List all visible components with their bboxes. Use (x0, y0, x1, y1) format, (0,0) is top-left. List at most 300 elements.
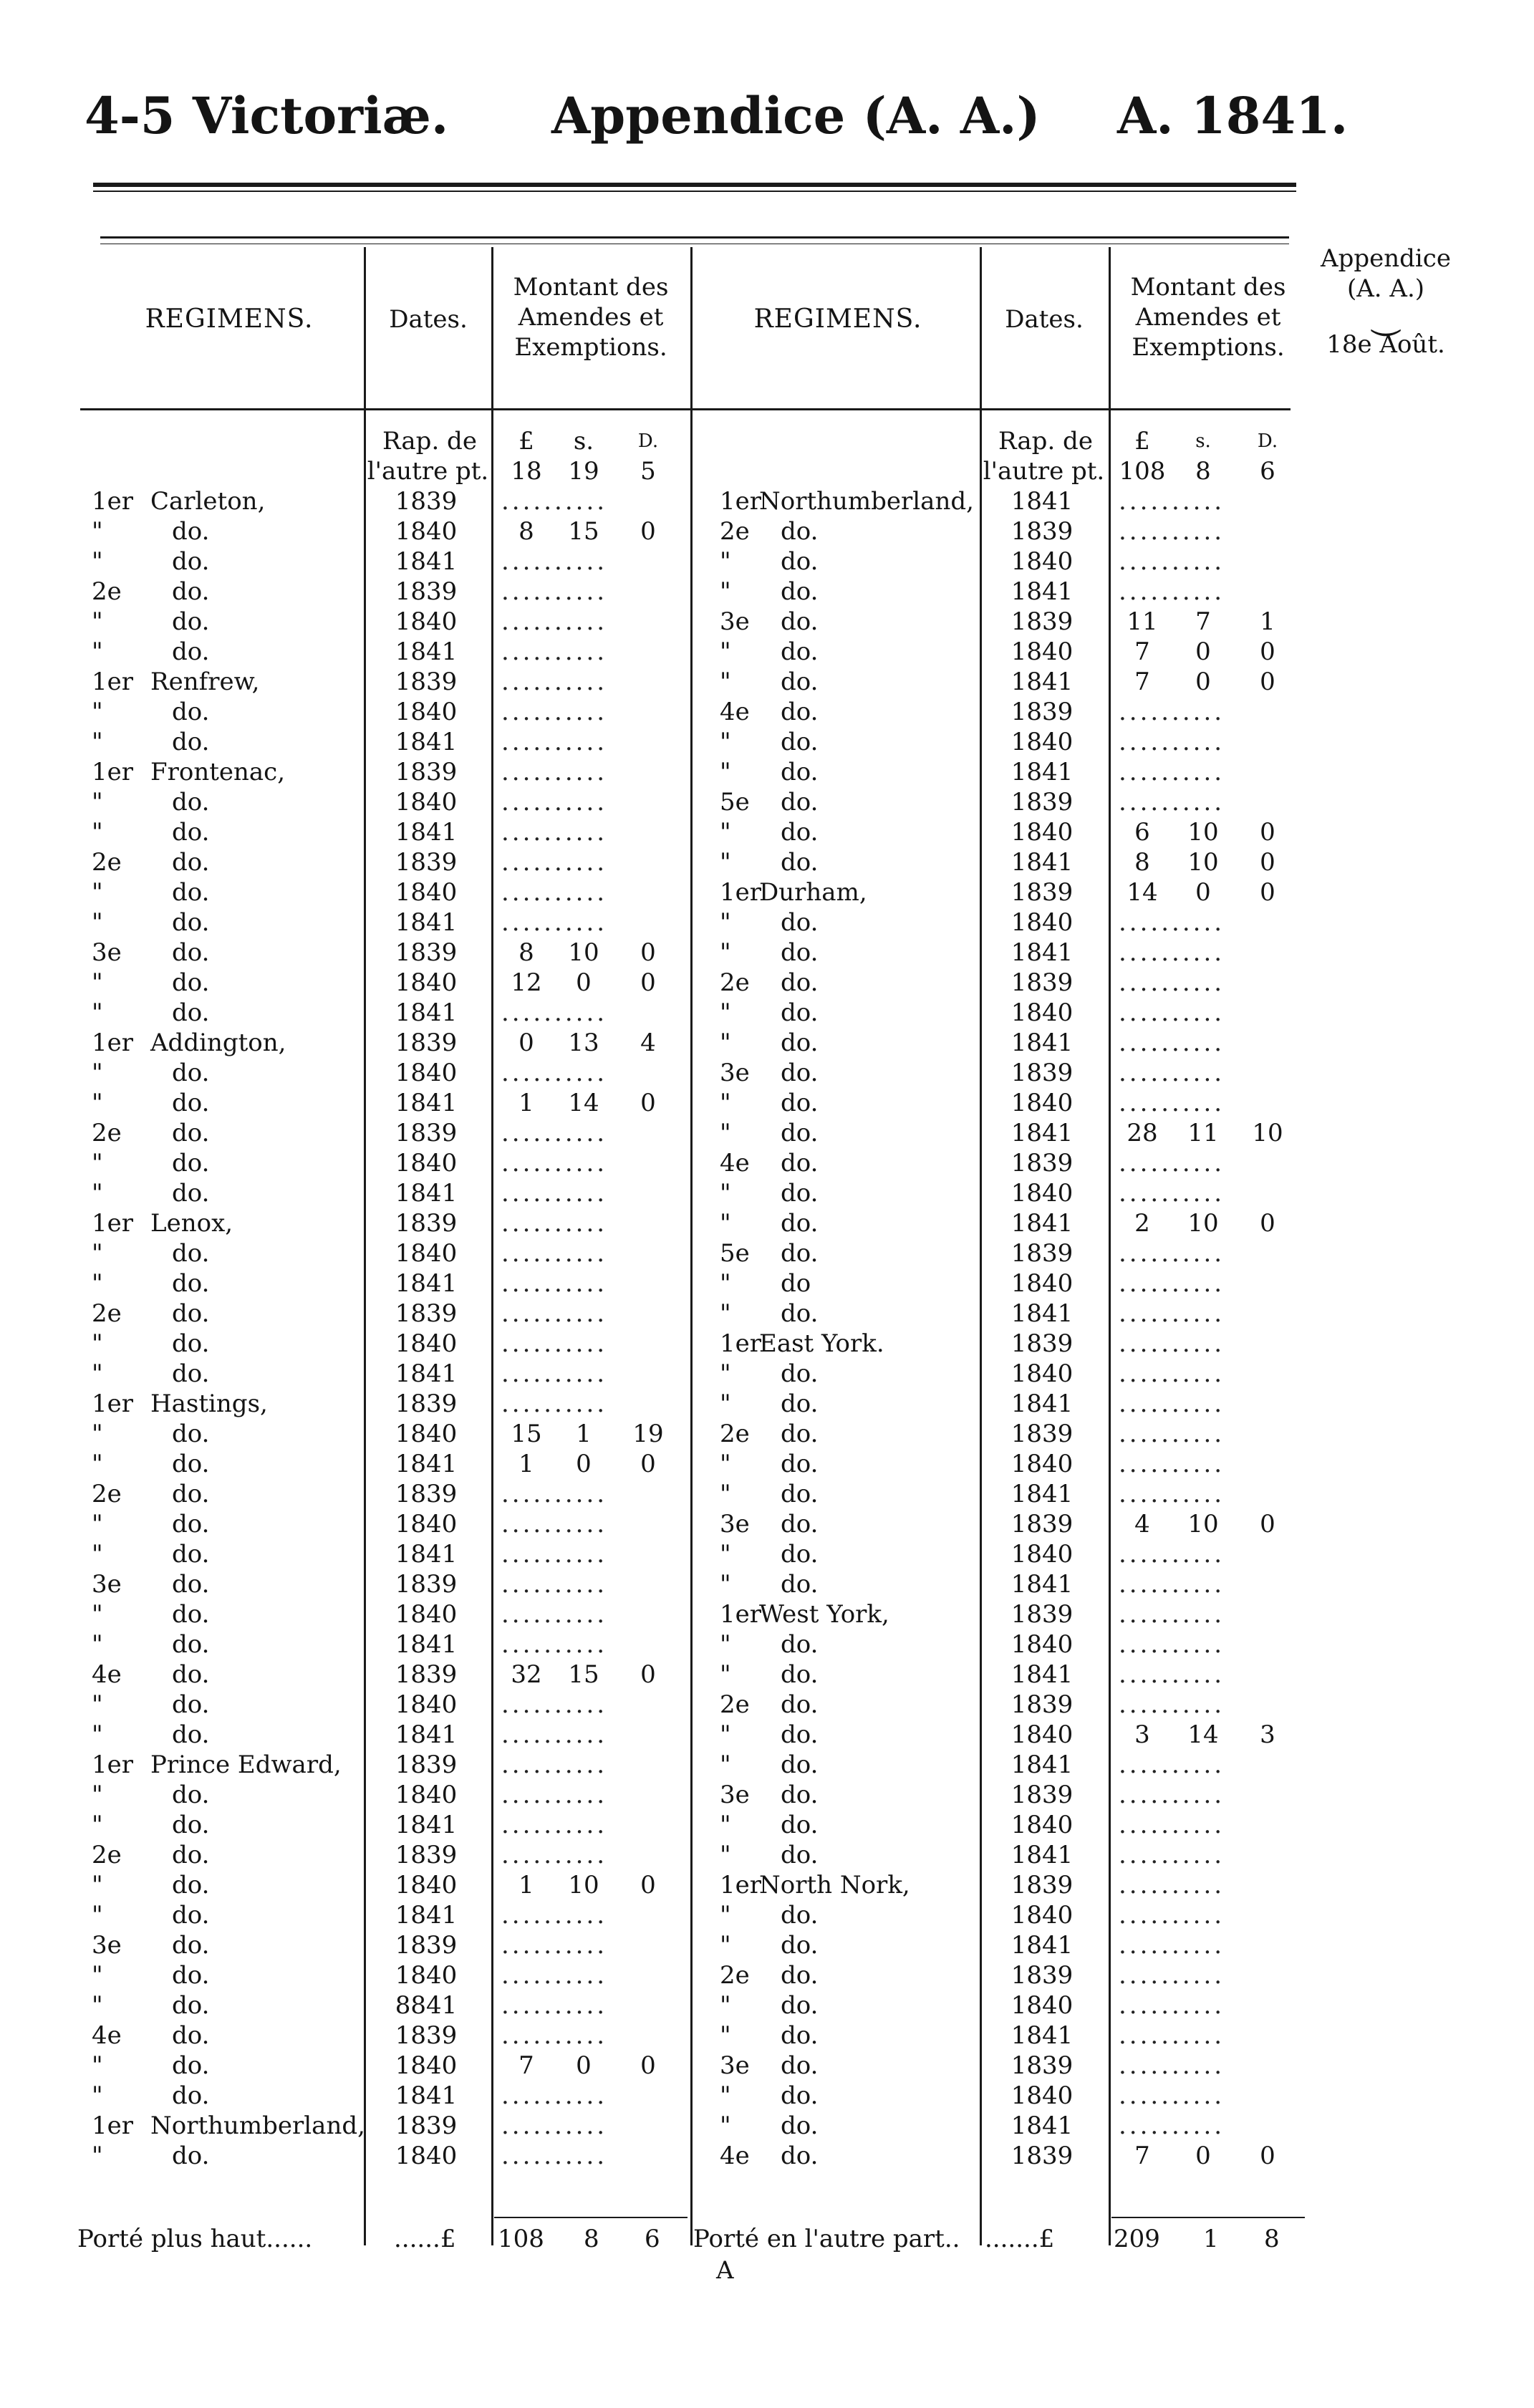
regiment-name: do. (172, 1359, 210, 1388)
rank-prefix: " (720, 2081, 731, 2110)
empty-amount-leader: .......... (501, 1630, 608, 1659)
empty-amount-leader: .......... (1119, 1390, 1225, 1418)
empty-amount-leader: .......... (1119, 1059, 1225, 1087)
rank-prefix: 2e (92, 848, 122, 877)
year-cell: 1841 (395, 998, 458, 1027)
table-row (0, 1088, 1534, 1118)
table-row (0, 1629, 1534, 1660)
carried-pound: 108 (1119, 457, 1166, 486)
regiment-name: do. (781, 1570, 819, 1599)
empty-amount-leader: .......... (501, 998, 608, 1027)
empty-amount-leader: .......... (501, 1510, 608, 1538)
year-cell: 1840 (1010, 908, 1074, 937)
empty-amount-leader: .......... (501, 908, 608, 937)
regiment-name: do. (172, 1149, 210, 1177)
empty-amount-leader: .......... (1119, 2051, 1225, 2080)
rank-prefix: " (720, 1089, 731, 1117)
year-cell: 1841 (1010, 1119, 1074, 1147)
regiment-name: do. (172, 577, 210, 606)
table-row (0, 1268, 1534, 1299)
right-total-rule (1111, 2217, 1305, 2218)
page-header (0, 86, 1534, 165)
pence-cell: 1 (1260, 607, 1275, 636)
year-cell: 1840 (1010, 818, 1074, 847)
year-cell: 1840 (395, 1961, 458, 1990)
regiment-name: do. (172, 2021, 210, 2050)
carried-shilling: 19 (568, 457, 599, 486)
regiment-name: do. (781, 547, 819, 576)
regiment-name: do. (781, 2111, 819, 2140)
carried-pence: 6 (1260, 457, 1275, 486)
year-cell: 1839 (1010, 1239, 1074, 1268)
empty-amount-leader: .......... (1119, 487, 1225, 516)
rank-prefix: 1er (720, 1600, 762, 1629)
right-montant-header (1111, 272, 1305, 362)
year-cell: 1839 (395, 1570, 458, 1599)
autre-pt-label: l'autre pt. (367, 457, 489, 486)
empty-amount-leader: .......... (1119, 577, 1225, 606)
table-row (0, 516, 1534, 546)
shilling-cell: 0 (1195, 2142, 1211, 2170)
table-row (0, 938, 1534, 968)
pence-cell: 0 (1260, 818, 1275, 847)
rank-prefix: 3e (92, 938, 122, 967)
regiment-name: do. (172, 2081, 210, 2110)
left-total-label: Porté plus haut...... (77, 2225, 313, 2253)
table-row (0, 2081, 1534, 2111)
year-cell: 1840 (395, 878, 458, 907)
rank-prefix: " (92, 1329, 103, 1358)
rank-prefix: " (92, 1450, 103, 1478)
rank-prefix: " (92, 818, 103, 847)
pound-cell: 7 (518, 2051, 534, 2080)
pound-cell: 1 (518, 1450, 534, 1478)
table-row (0, 817, 1534, 847)
shilling-cell: 13 (568, 1029, 599, 1057)
empty-amount-leader: .......... (1119, 1299, 1225, 1328)
regiment-name: do. (172, 1059, 210, 1087)
regiment-name: do. (172, 878, 210, 907)
empty-amount-leader: .......... (1119, 998, 1225, 1027)
regiment-name: do. (781, 1119, 819, 1147)
regiment-name: do. (172, 1119, 210, 1147)
year-cell: 1839 (395, 487, 458, 516)
table-row (0, 968, 1534, 998)
year-cell: 1841 (395, 1811, 458, 1839)
empty-amount-leader: .......... (1119, 2111, 1225, 2140)
rank-prefix: 2e (92, 1119, 122, 1147)
rank-prefix: 3e (720, 1510, 750, 1538)
year-cell: 1840 (1010, 1450, 1074, 1478)
empty-amount-leader: .......... (1119, 517, 1225, 546)
empty-amount-leader: .......... (1119, 788, 1225, 817)
rank-prefix: " (720, 1269, 731, 1298)
shilling-cell: 10 (1187, 818, 1219, 847)
year-cell: 1841 (395, 547, 458, 576)
year-cell: 1841 (1010, 1029, 1074, 1057)
empty-amount-leader: .......... (501, 878, 608, 907)
rank-prefix: " (720, 1299, 731, 1328)
montant-line2: Amendes et (1135, 303, 1281, 332)
shilling-cell: 10 (1187, 1510, 1219, 1538)
regiment-name: do. (172, 1781, 210, 1809)
regiment-name: Frontenac, (150, 758, 286, 786)
empty-amount-leader: .......... (1119, 1149, 1225, 1177)
regiment-name: do. (172, 848, 210, 877)
empty-amount-leader: .......... (1119, 1811, 1225, 1839)
year-cell: 1839 (1010, 1329, 1074, 1358)
left-total-rule (494, 2217, 688, 2218)
shilling-cell: 14 (568, 1089, 599, 1117)
regiment-name: do. (781, 668, 819, 696)
empty-amount-leader: .......... (1119, 1179, 1225, 1208)
rank-prefix: 1er (92, 758, 134, 786)
year-cell: 1840 (1010, 637, 1074, 666)
table-row (0, 1780, 1534, 1810)
rank-prefix: " (92, 1179, 103, 1208)
pound-cell: 32 (511, 1660, 542, 1689)
table-row (0, 486, 1534, 516)
regiment-name: do. (172, 1600, 210, 1629)
rank-prefix: " (720, 1720, 731, 1749)
rank-prefix: " (92, 1811, 103, 1839)
table-row (0, 1329, 1534, 1359)
rank-prefix: 3e (92, 1570, 122, 1599)
regiment-name: do. (781, 1931, 819, 1960)
regiment-name: do. (781, 1089, 819, 1117)
regiment-name: do. (172, 1811, 210, 1839)
empty-amount-leader: .......... (1119, 1600, 1225, 1629)
table-row (0, 2051, 1534, 2081)
rank-prefix: 3e (92, 1931, 122, 1960)
regiment-name: West York, (759, 1600, 889, 1629)
rank-prefix: 5e (720, 1239, 750, 1268)
regiment-name: do. (781, 577, 819, 606)
empty-amount-leader: .......... (1119, 1841, 1225, 1869)
regiment-name: do. (781, 1359, 819, 1388)
empty-amount-leader: .......... (501, 1359, 608, 1388)
rank-prefix: 1er (720, 878, 762, 907)
regiment-name: do. (172, 1720, 210, 1749)
pound-cell: 3 (1134, 1720, 1150, 1749)
shilling-cell: 10 (568, 1871, 599, 1899)
year-cell: 1840 (1010, 1630, 1074, 1659)
regiment-name: do. (781, 2081, 819, 2110)
rank-prefix: 2e (720, 517, 750, 546)
year-cell: 1840 (1010, 1089, 1074, 1117)
shilling-cell: 15 (568, 517, 599, 546)
rank-prefix: 3e (720, 2051, 750, 2080)
empty-amount-leader: .......... (1119, 1660, 1225, 1689)
shilling-cell: 10 (1187, 848, 1219, 877)
table-row (0, 1479, 1534, 1509)
table-row (0, 1539, 1534, 1569)
rank-prefix: " (92, 698, 103, 726)
empty-amount-leader: .......... (501, 1209, 608, 1238)
table-row (0, 667, 1534, 697)
pound-cell: 8 (518, 517, 534, 546)
empty-amount-leader: .......... (501, 1750, 608, 1779)
pence-cell: 0 (640, 517, 656, 546)
rank-prefix: " (92, 517, 103, 546)
carried-pound: 18 (511, 457, 542, 486)
year-cell: 1840 (395, 2051, 458, 2080)
regiment-name: do. (172, 1991, 210, 2020)
empty-amount-leader: .......... (501, 547, 608, 576)
empty-amount-leader: .......... (501, 1811, 608, 1839)
year-cell: 1840 (395, 788, 458, 817)
regiment-name: do. (172, 517, 210, 546)
regiment-name: Northumberland, (150, 2111, 365, 2140)
pound-cell: 8 (518, 938, 534, 967)
year-cell: 1840 (395, 1871, 458, 1899)
table-row (0, 1299, 1534, 1329)
regiment-name: Hastings, (150, 1390, 268, 1418)
regiment-name: do. (172, 547, 210, 576)
regiment-name: do. (172, 1660, 210, 1689)
empty-amount-leader: .......... (501, 1991, 608, 2020)
shilling-cell: 0 (576, 968, 592, 997)
regiment-name: do. (781, 2051, 819, 2080)
empty-amount-leader: .......... (1119, 1540, 1225, 1569)
regiment-name: do. (172, 1961, 210, 1990)
rank-prefix: " (92, 607, 103, 636)
side-note-line3: 18e Août. (1326, 330, 1445, 359)
shilling-cell: 1 (576, 1420, 592, 1448)
rank-prefix: 2e (720, 968, 750, 997)
rank-prefix: 2e (92, 1299, 122, 1328)
signature-mark: A (716, 2256, 734, 2285)
pound-cell: 7 (1134, 668, 1150, 696)
pound-header: £ (1134, 427, 1150, 456)
rank-prefix: " (720, 848, 731, 877)
empty-amount-leader: .......... (1119, 1931, 1225, 1960)
pound-cell: 11 (1127, 607, 1158, 636)
rank-prefix: " (92, 1690, 103, 1719)
table-row (0, 697, 1534, 727)
regiment-name: do. (172, 1420, 210, 1448)
regiment-name: do. (781, 1390, 819, 1418)
rank-prefix: " (92, 1781, 103, 1809)
year-cell: 1840 (395, 1510, 458, 1538)
regiment-name: do. (781, 1209, 819, 1238)
year-cell: 1839 (395, 758, 458, 786)
rank-prefix: " (92, 2142, 103, 2170)
year-cell: 1840 (1010, 1269, 1074, 1298)
rap-de-label: Rap. de (382, 427, 477, 456)
regiment-name: do. (172, 1089, 210, 1117)
regiment-name: do. (781, 1961, 819, 1990)
regiment-name: do. (172, 1841, 210, 1869)
table-row (0, 1660, 1534, 1690)
regiment-name: do. (781, 2021, 819, 2050)
year-cell: 1841 (395, 908, 458, 937)
regiment-name: do. (781, 1299, 819, 1328)
table-row (0, 907, 1534, 938)
regiment-name: do. (172, 2142, 210, 2170)
rank-prefix: " (720, 2111, 731, 2140)
rank-prefix: " (92, 1420, 103, 1448)
pence-cell: 0 (640, 1871, 656, 1899)
session-label: 4-5 Victoriæ. (85, 86, 449, 145)
rank-prefix: " (92, 908, 103, 937)
shilling-header: s. (573, 427, 594, 456)
table-row (0, 787, 1534, 817)
empty-amount-leader: .......... (501, 1961, 608, 1990)
rank-prefix: " (720, 1209, 731, 1238)
year-cell: 1839 (395, 1390, 458, 1418)
year-cell: 1840 (1010, 1811, 1074, 1839)
autre-pt-label: l'autre pt. (983, 457, 1105, 486)
table-row (0, 1720, 1534, 1750)
header-rule-thick (93, 183, 1296, 187)
regiment-name: do. (781, 908, 819, 937)
rank-prefix: " (92, 728, 103, 756)
regiment-name: Carleton, (150, 487, 266, 516)
shilling-cell: 0 (576, 1450, 592, 1478)
empty-amount-leader: .......... (501, 818, 608, 847)
regiment-name: do. (172, 938, 210, 967)
empty-amount-leader: .......... (1119, 1029, 1225, 1057)
empty-amount-leader: .......... (501, 1841, 608, 1869)
year-cell: 1839 (395, 1931, 458, 1960)
rank-prefix: " (92, 2081, 103, 2110)
rank-prefix: " (720, 758, 731, 786)
rank-prefix: " (720, 1630, 731, 1659)
empty-amount-leader: .......... (1119, 2021, 1225, 2050)
regiment-name: do. (781, 1480, 819, 1508)
pence-cell: 0 (1260, 637, 1275, 666)
regiment-name: do. (781, 607, 819, 636)
empty-amount-leader: .......... (501, 668, 608, 696)
regiment-name: do. (781, 848, 819, 877)
shilling-cell: 11 (1187, 1119, 1219, 1147)
empty-amount-leader: .......... (1119, 1329, 1225, 1358)
regiment-name: do. (172, 637, 210, 666)
rank-prefix: 2e (92, 1841, 122, 1869)
rank-prefix: " (720, 668, 731, 696)
regiment-name: do. (781, 1420, 819, 1448)
table-row (0, 727, 1534, 757)
empty-amount-leader: .......... (501, 1179, 608, 1208)
year-cell: 1841 (1010, 938, 1074, 967)
rank-prefix: 3e (720, 1059, 750, 1087)
year-cell: 1839 (1010, 607, 1074, 636)
year-cell: 1839 (1010, 788, 1074, 817)
table-row (0, 1238, 1534, 1268)
empty-amount-leader: .......... (501, 1390, 608, 1418)
regiment-name: do. (172, 1630, 210, 1659)
rank-prefix: " (92, 878, 103, 907)
year-cell: 1841 (1010, 1750, 1074, 1779)
carried-pence: 5 (640, 457, 656, 486)
year-cell: 1839 (1010, 1871, 1074, 1899)
regiment-name: do. (781, 1690, 819, 1719)
year-cell: 1840 (395, 1329, 458, 1358)
rank-prefix: " (720, 1359, 731, 1388)
year-cell: 1840 (395, 607, 458, 636)
year-cell: 1840 (395, 1149, 458, 1177)
rank-prefix: " (720, 1811, 731, 1839)
year-cell: 1841 (395, 1901, 458, 1930)
pence-header: D. (637, 430, 659, 452)
regiment-name: Northumberland, (759, 487, 974, 516)
table-row (0, 1870, 1534, 1900)
regiment-name: do. (781, 2142, 819, 2170)
year-cell: 1839 (1010, 698, 1074, 726)
shilling-cell: 0 (1195, 878, 1211, 907)
rank-prefix: 1er (92, 1209, 134, 1238)
table-row (0, 2021, 1534, 2051)
table-row (0, 1960, 1534, 1990)
empty-amount-leader: .......... (501, 1239, 608, 1268)
rank-prefix: " (720, 637, 731, 666)
rank-prefix: " (720, 1750, 731, 1779)
rank-prefix: " (92, 1630, 103, 1659)
year-cell: 1841 (395, 1269, 458, 1298)
side-note (1311, 244, 1461, 360)
table-row (0, 1569, 1534, 1599)
year-cell: 1839 (395, 1119, 458, 1147)
regiment-name: do. (172, 818, 210, 847)
rank-prefix: " (92, 1089, 103, 1117)
rank-prefix: " (720, 1570, 731, 1599)
year-cell: 1840 (1010, 998, 1074, 1027)
empty-amount-leader: .......... (1119, 758, 1225, 786)
table-row (0, 1990, 1534, 2021)
regiment-name: do. (781, 1029, 819, 1057)
side-note-line1: Appendice (1321, 244, 1451, 273)
year-cell: 1840 (395, 1781, 458, 1809)
regiment-name: do. (781, 1750, 819, 1779)
montant-line1: Montant des (513, 273, 669, 302)
rank-prefix: " (720, 908, 731, 937)
year-cell: 1841 (395, 637, 458, 666)
empty-amount-leader: .......... (501, 1690, 608, 1719)
empty-amount-leader: .......... (501, 728, 608, 756)
header-rule-thin (93, 191, 1296, 192)
year-cell: 1840 (1010, 1540, 1074, 1569)
rank-prefix: 1er (92, 1390, 134, 1418)
left-total-pence: 6 (645, 2225, 660, 2253)
pence-cell: 4 (640, 1029, 656, 1057)
right-total-pence: 8 (1264, 2225, 1280, 2253)
year-cell: 1841 (1010, 1390, 1074, 1418)
pound-cell: 14 (1127, 878, 1158, 907)
empty-amount-leader: .......... (1119, 1901, 1225, 1930)
montant-line1: Montant des (1130, 273, 1286, 302)
regiment-name: do. (172, 1269, 210, 1298)
year-cell: 1840 (395, 1690, 458, 1719)
year-cell: 1839 (395, 938, 458, 967)
rank-prefix: " (720, 1119, 731, 1147)
pence-cell: 0 (1260, 1209, 1275, 1238)
empty-amount-leader: .......... (1119, 1630, 1225, 1659)
montant-line2: Amendes et (518, 303, 664, 332)
empty-amount-leader: .......... (501, 1149, 608, 1177)
regiment-name: do. (172, 968, 210, 997)
rank-prefix: " (92, 788, 103, 817)
rap-de-label: Rap. de (998, 427, 1093, 456)
rank-prefix: 2e (720, 1961, 750, 1990)
empty-amount-leader: .......... (1119, 1961, 1225, 1990)
regiment-name: do. (172, 1931, 210, 1960)
rank-prefix: 4e (92, 2021, 122, 2050)
table-row (0, 1690, 1534, 1720)
regiment-name: do. (172, 1540, 210, 1569)
regiment-name: do. (781, 1720, 819, 1749)
left-total-pound: 108 (498, 2225, 544, 2253)
